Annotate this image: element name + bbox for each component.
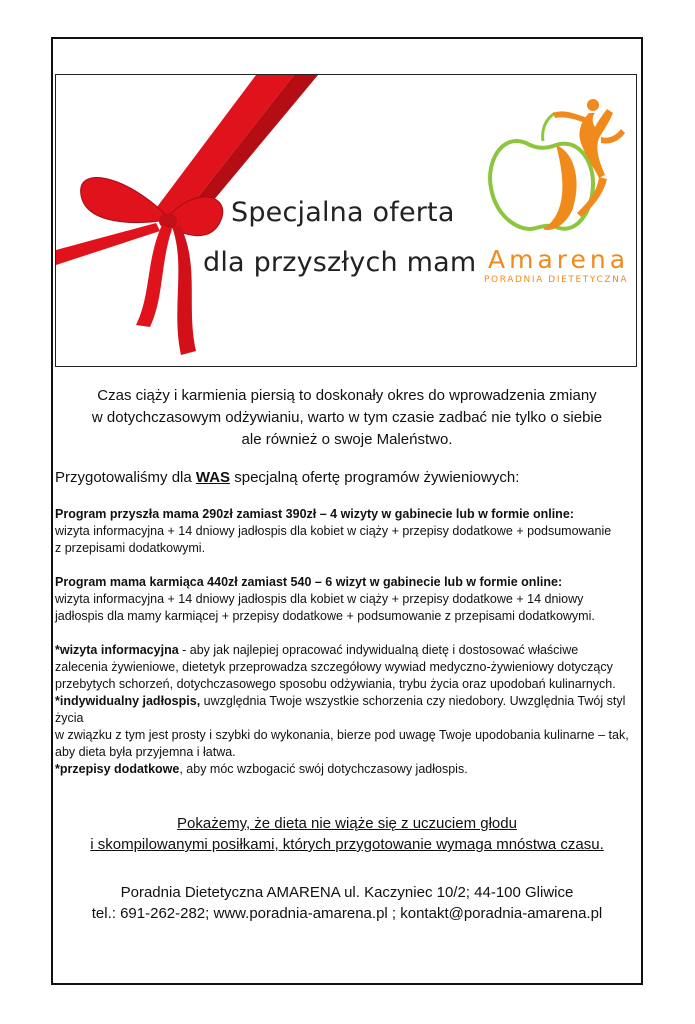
closing-line-1: Pokażemy, że dieta nie wiąże się z uczuciem głodu — [177, 815, 517, 832]
note-info-visit — [55, 643, 578, 657]
program1-heading: Program przyszła mama 290zł zamiast 390zł – 4 wizyty w gabinecie lub w formie online: — [55, 507, 574, 521]
note-info-visit-line3: przebytych schorzeń, dotychczasowego sposobu odżywiania, trybu życia oraz upodobań kulinarnych. — [55, 677, 616, 691]
banner-title-line1: Specjalna oferta — [231, 197, 455, 228]
brand-subtitle: PORADNIA DIETETYCZNA — [484, 275, 629, 285]
program1-line2: z przepisami dodatkowymi. — [55, 541, 206, 555]
note-recipes — [55, 762, 468, 776]
note-meal-plan — [55, 694, 625, 708]
contact-address: Poradnia Dietetyczna AMARENA ul. Kaczyniec 10/2; 44-100 Gliwice — [120, 884, 574, 901]
note-meal-plan-line2: życia — [55, 711, 84, 725]
lead-before: Przygotowaliśmy dla — [55, 469, 196, 486]
lead-emphasis: WAS — [195, 469, 231, 486]
note-meal-plan-line3: w związku z tym jest prosty i szybki do wykonania, bierze pod uwagę Twoje upodobania kulinarne – tak, — [55, 728, 629, 742]
amarena-logo-icon — [481, 83, 631, 243]
note-info-visit-term: *wizyta informacyjna — [55, 643, 179, 657]
note-recipes-text: , aby móc wzbogacić swój dotychczasowy jadłospis. — [179, 762, 468, 776]
intro-line-2: w dotychczasowym odżywianiu, warto w tym czasie zadbać nie tylko o siebie — [91, 409, 603, 426]
contact-details: tel.: 691-262-282; www.poradnia-amarena.pl ; kontakt@poradnia-amarena.pl — [91, 905, 603, 922]
banner-title-line2: dla przyszłych mam — [203, 247, 477, 278]
note-meal-plan-term: *indywidualny jadłospis, — [55, 694, 201, 708]
offer-lead — [55, 469, 519, 486]
brand-name: Amarena — [488, 245, 630, 274]
intro-line-1: Czas ciąży i karmienia piersią to doskonały okres do wprowadzenia zmiany — [97, 387, 597, 404]
lead-after: specjalną ofertę programów żywieniowych: — [230, 469, 520, 486]
note-info-visit-line2: zalecenia żywieniowe, dietetyk przeprowadza szczegółowy wywiad medyczno-żywieniowy dotyczący — [55, 660, 613, 674]
closing-line-2: i skompilowanymi posiłkami, których przygotowanie wymaga mnóstwa czasu. — [90, 836, 604, 853]
program2-line2: jadłospis dla mamy karmiącej + przepisy dodatkowe + podsumowanie z przepisami dodatkowymi. — [55, 609, 595, 623]
note-info-visit-text: - aby jak najlepiej opracować indywidualną dietę i dostosować właściwe — [178, 643, 579, 657]
intro-line-3: ale również o swoje Maleństwo. — [241, 431, 453, 448]
program2-heading: Program mama karmiąca 440zł zamiast 540 – 6 wizyt w gabinecie lub w formie online: — [55, 575, 563, 589]
program2-line1: wizyta informacyjna + 14 dniowy jadłospis dla kobiet w ciąży + przepisy dodatkowe + 14 dniowy — [55, 592, 584, 606]
note-meal-plan-line4: aby dieta była przyjemna i łatwa. — [55, 745, 236, 759]
program1-line1: wizyta informacyjna + 14 dniowy jadłospis dla kobiet w ciąży + przepisy dodatkowe + podsumowanie — [55, 524, 612, 538]
note-meal-plan-text: uwzględnia Twoje wszystkie schorzenia czy niedobory. Uwzględnia Twój styl — [200, 694, 626, 708]
offer-banner — [55, 74, 637, 367]
note-recipes-term: *przepisy dodatkowe — [55, 762, 180, 776]
